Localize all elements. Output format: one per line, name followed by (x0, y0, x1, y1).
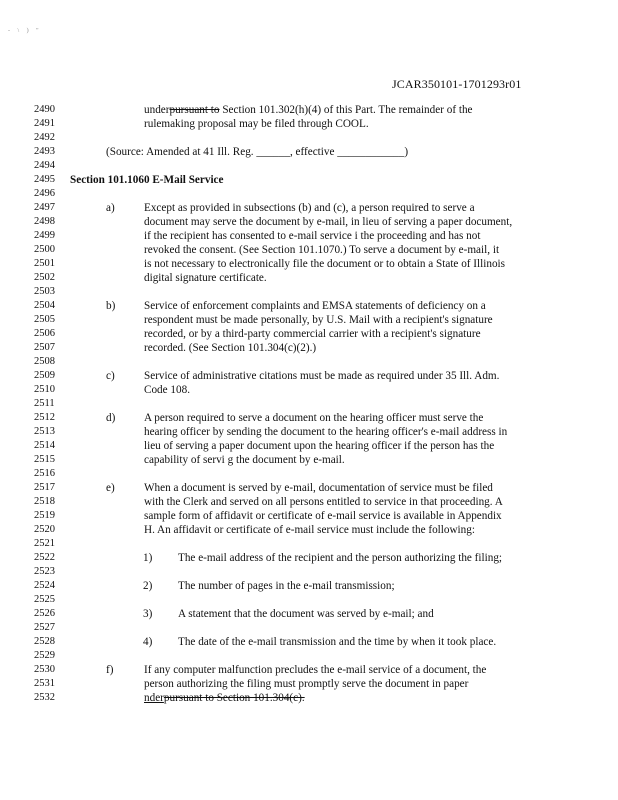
text-line: sample form of affidavit or certificate of e-mail service is available in Appendix (144, 510, 502, 522)
struck-text: pursuant to Section 101.304(c). (163, 692, 305, 704)
line-number: 2492 (34, 132, 55, 143)
underlined-insertion: nder (144, 692, 164, 704)
text-line: recorded. (See Section 101.304(c)(2).) (144, 342, 317, 354)
line-number: 2513 (34, 426, 55, 437)
line-number: 2501 (34, 258, 55, 269)
list-item-text: A statement that the document was served by e-mail; and (178, 608, 434, 620)
line-number: 2495 (34, 174, 55, 185)
line-number: 2520 (34, 524, 55, 535)
text-line: is not necessary to electronically file the document or to obtain a State of Illinois (144, 258, 506, 270)
list-item-label: 2) (143, 580, 153, 592)
line-number: 2518 (34, 496, 55, 507)
line-number: 2499 (34, 230, 55, 241)
line-number: 2509 (34, 370, 55, 381)
line-number: 2517 (34, 482, 55, 493)
text-line: document may serve the document by e-mail, in lieu of serving a paper document, (144, 216, 513, 228)
line-number: 2515 (34, 454, 55, 465)
text-line: Service of enforcement complaints and EMSA statements of deficiency on a (144, 300, 486, 312)
line-number: 2531 (34, 678, 55, 689)
line-number: 2497 (34, 202, 55, 213)
line-number: 2493 (34, 146, 55, 157)
subsection-a-label: a) (106, 202, 115, 214)
line-number: 2514 (34, 440, 55, 451)
text-line-2490 (144, 104, 473, 116)
subsection-c-label: c) (106, 370, 115, 382)
text-line: respondent must be made personally, by U.S. Mail with a recipient's signature (144, 314, 493, 326)
line-number: 2522 (34, 552, 55, 563)
line-number: 2500 (34, 244, 55, 255)
section-heading: Section 101.1060 E-Mail Service (70, 174, 224, 186)
subsection-b-label: b) (106, 300, 116, 312)
list-item-label: 1) (143, 552, 153, 564)
line-number: 2512 (34, 412, 55, 423)
line-number: 2494 (34, 160, 55, 171)
line-number: 2532 (34, 692, 55, 703)
line-number: 2507 (34, 342, 55, 353)
list-item-label: 4) (143, 636, 153, 648)
scan-artifact-marks: - \ ) " (8, 28, 42, 34)
list-item-label: 3) (143, 608, 153, 620)
struck-text: pursuant to (169, 104, 220, 116)
text-line: with the Clerk and served on all persons entitled to service in that proceeding. A (144, 496, 503, 508)
text-line: If any computer malfunction precludes the e-mail service of a document, the (144, 664, 487, 676)
text-line: revoked the consent. (See Section 101.1070.) To serve a document by e-mail, it (144, 244, 500, 256)
subsection-e-label: e) (106, 482, 115, 494)
line-number: 2502 (34, 272, 55, 283)
line-number: 2506 (34, 328, 55, 339)
line-number: 2511 (34, 398, 55, 409)
continued-text: Section 101.302(h)(4) of this Part. The remainder of the (219, 104, 473, 116)
line-number: 2491 (34, 118, 55, 129)
text-line: person authorizing the filing must promptly serve the document in paper (144, 678, 469, 690)
text-line: Service of administrative citations must be made as required under 35 Ill. Adm. (144, 370, 500, 382)
line-number: 2516 (34, 468, 55, 479)
line-number: 2510 (34, 384, 55, 395)
text-line: Except as provided in subsections (b) and (c), a person required to serve a (144, 202, 475, 214)
document-id-header: JCAR350101-1701293r01 (392, 77, 522, 91)
line-number: 2508 (34, 356, 55, 367)
text-line: hearing officer by sending the document to the hearing officer's e-mail address in (144, 426, 508, 438)
line-number: 2503 (34, 286, 55, 297)
line-number: 2529 (34, 650, 55, 661)
source-note: (Source: Amended at 41 Ill. Reg. ______, effective ____________) (106, 146, 409, 158)
line-number: 2528 (34, 636, 55, 647)
line-number: 2525 (34, 594, 55, 605)
inserted-text: under (144, 104, 170, 116)
line-number: 2490 (34, 104, 55, 115)
text-line: recorded, or by a third-party commercial carrier with a recipient's signature (144, 328, 481, 340)
line-number: 2498 (34, 216, 55, 227)
text-line: Code 108. (144, 384, 190, 396)
list-item-text: The date of the e-mail transmission and the time by when it took place. (178, 636, 497, 648)
line-number: 2496 (34, 188, 55, 199)
line-number: 2504 (34, 300, 55, 311)
line-number: 2524 (34, 580, 55, 591)
text-line: When a document is served by e-mail, documentation of service must be filed (144, 482, 493, 494)
text-line: lieu of serving a paper document upon the hearing officer if the person has the (144, 440, 495, 452)
text-line: digital signature certificate. (144, 272, 267, 284)
line-number: 2505 (34, 314, 55, 325)
text-line-2491: rulemaking proposal may be filed through COOL. (144, 118, 369, 130)
subsection-f-label: f) (106, 664, 114, 676)
line-number: 2530 (34, 664, 55, 675)
line-number: 2523 (34, 566, 55, 577)
list-item-text: The number of pages in the e-mail transmission; (178, 580, 395, 592)
text-line: capability of servi g the document by e-mail. (144, 454, 345, 466)
text-line: if the recipient has consented to e-mail service i the proceeding and has not (144, 230, 481, 242)
line-number: 2527 (34, 622, 55, 633)
text-line: H. An affidavit or certificate of e-mail service must include the following: (144, 524, 475, 536)
line-number: 2526 (34, 608, 55, 619)
line-number: 2519 (34, 510, 55, 521)
text-line-2532 (144, 692, 305, 704)
line-number: 2521 (34, 538, 55, 549)
subsection-d-label: d) (106, 412, 116, 424)
text-line: A person required to serve a document on the hearing officer must serve the (144, 412, 484, 424)
list-item-text: The e-mail address of the recipient and the person authorizing the filing; (178, 552, 503, 564)
